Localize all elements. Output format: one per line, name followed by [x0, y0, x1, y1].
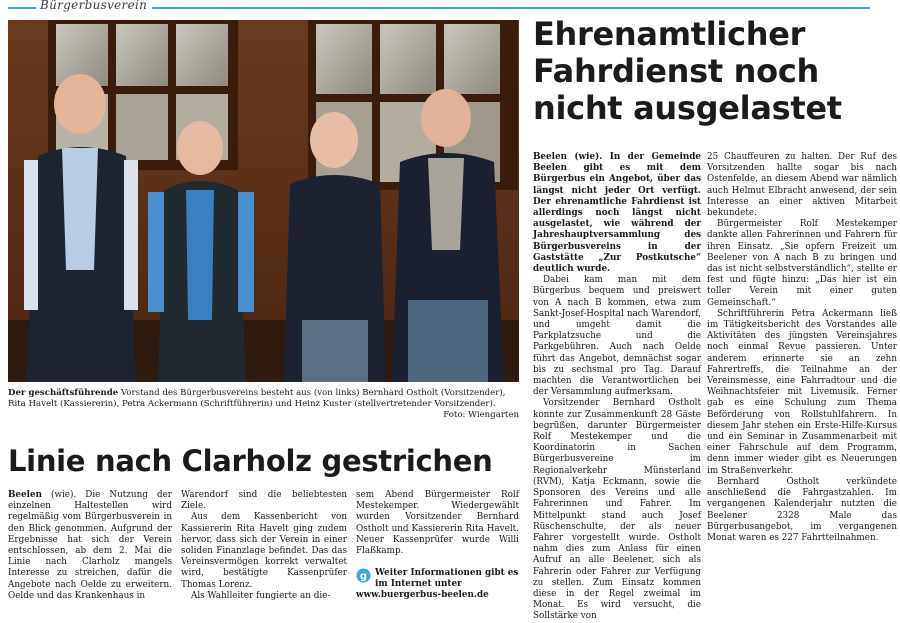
photo-credit: Foto: Wiengarten [443, 410, 519, 420]
second-article-column-3 [356, 490, 519, 557]
website-link[interactable]: www.buergerbus-beelen.de [356, 590, 489, 600]
globe-icon [356, 568, 371, 583]
main-article-paragraph: Bernhard Ostholt verkündete anschließend die Fahrgastzahlen. Im vergangenen Kalenderjahr nutzten die Beelener 2328 Male das Bürgerbusangebot, im vergangenen Monat waren es 227 Fahrtteilnahmen. [707, 476, 897, 543]
main-article-paragraph: Bürgermeister Rolf Mestekemper dankte allen Fahrerinnen und Fahrern für ihren Einsatz. „Sie opfern Freizeit um Beelener von A nach B zu bringen und das ist nicht selbstverständlich“, stellte er fest und fügte hinzu: „Das hier ist ein toller Verein mit einer guten Gemeinschaft.“ [707, 219, 897, 308]
section-rule-right [152, 7, 870, 9]
section-rule-left [8, 7, 36, 9]
caption-lead: Der geschäftsführende [8, 388, 119, 398]
group-photo-image [8, 20, 519, 382]
main-article-column-2 [707, 152, 897, 544]
main-article-paragraph: 25 Chauffeuren zu halten. Der Ruf des Vorsitzenden hallte sogar bis nach Ostenfelde, an diesem Abend war nämlich auch Helmut Elbracht anwesend, der sein Interesse an einer aktiven Mitarbeit bekundete. [707, 152, 897, 219]
main-article-paragraph: Dabei kam man mit dem Bürgerbus bequem und preiswert von A nach B kommen, etwa zum Sankt-Josef-Hospital nach Warendorf, und umgeht damit die Parkplatzsuche und die Parkgebühren. Auch nach Oelde führt das Angebot, demnächst sogar bis zu sechsmal pro Tag. Darauf machten die Verantwortlichen bei der Versammlung aufmerksam. [533, 275, 701, 398]
info-box [356, 568, 519, 601]
info-text: Weiter Informationen gibt es im Internet unter [375, 568, 519, 589]
second-article-place: Beelen [8, 490, 42, 500]
second-article-column-2 [181, 490, 347, 602]
photo-caption [8, 388, 519, 421]
main-article-column-1 [533, 152, 701, 623]
caption-text: Vorstand des Bürgerbusvereins besteht aus (von links) Bernhard Ostholt (Vorsitzender), Rita Havelt (Kassiererin), Petra Ackermann (Schriftführerin) und Heinz Kuster (stellvertretender Vorsitzender). [8, 388, 506, 409]
main-article-lead: Beelen (wie). In der Gemeinde Beelen gibt es mit dem Bürgerbus ein Angebot, über das längst nicht jeder Ort verfügt. Der ehrenamtliche Fahrdienst ist allerdings noch längst nicht ausgelastet, wie während der Jahreshauptversammlung des Bürgerbusvereins in der Gaststätte „Zur Postkutsche“ deutlich wurde. [533, 152, 701, 275]
second-article-paragraph: Aus dem Kassenbericht von Kassiererin Rita Havelt ging zudem hervor, dass sich der Verein in einer soliden Finanzlage befindet. Das das Vereinsvermögen korrekt verwaltet wird, bestätigte Kassenprüfer Thomas Lorenz. [181, 512, 347, 590]
second-article-column-1 [8, 490, 172, 602]
second-article-paragraph: Als Wahlleiter fungierte an die- [191, 590, 331, 601]
main-article-paragraph: Schriftführerin Petra Ackermann ließ im Tätigkeitsbericht des Vorstandes alle Aktivitäten des jüngsten Vereinsjahres noch einmal Revue passieren. Unter anderem erinnerte sie an zehn Fahrertreffs, die Teilnahme an der Vereinsmesse, eine Fahrradtour und die Weihnachtsfeier mit Livemusik. Ferner gab es eine Schulung zum Thema Beförderung von Rollstuhlfahrern. In diesem Jahr stehen ein Erste-Hilfe-Kursus und ein Seminar in Zusammenarbeit mit einer Fahrschule auf dem Programm, denn immer wieder gibt es Neuerungen im Straßenverkehr. [707, 308, 897, 476]
second-article-text: (wie). Die Nutzung der einzelnen Haltestellen wird regelmäßig vom Bürgerbusverein in den Blick genommen. Aufgrund der Ergebnisse hat sich der Verein entschlossen, ab dem 2. Mai die Linie nach Clarholz mangels Interesse zu streichen, dafür die Angebote nach Oelde zu erweitern. Oelde und das Krankenhaus in [8, 490, 172, 601]
svg-text:g: g [359, 571, 368, 582]
second-article-paragraph: Warendorf sind die beliebtesten Ziele. [181, 490, 347, 512]
main-article-paragraph: Vorsitzender Bernhard Ostholt konnte zur Zusammenkunft 28 Gäste begrüßen, darunter Bürgermeister Rolf Mestekemper und die Koordinatorin in Sachen Bürgerbusvereine im Regionalverkehr Münsterland (RVM), Katja Eckmann, sowie die Sponsoren des Vereins und alle Fahrerinnen und Fahrer. Im Mittelpunkt stand auch Josef Rüschenschulte, der als neuer Fahrer vorgestellt wurde. Ostholt nahm dies zum Anlass für einen Aufruf an alle Beelener, sich als Fahrerin oder Fahrer zur Verfügung zu stellen. Zum Einsatz kommen diese in der Regel zweimal im Monat. Es wird versucht, die Sollstärke von [533, 398, 701, 622]
group-photo [8, 20, 519, 382]
main-headline: Ehrenamtlicher Fahrdienst noch nicht ausgelastet [533, 15, 842, 127]
second-headline: Linie nach Clarholz gestrichen [8, 444, 493, 478]
section-label: Bürgerbusverein [40, 0, 148, 12]
second-article-text-3: sem Abend Bürgermeister Rolf Mestekemper. Wiedergewählt wurden Vorsitzender Bernhard Ostholt und Kassiererin Rita Havelt. Neuer Kassenprüfer wurde Willi Flaßkamp. [356, 490, 519, 557]
